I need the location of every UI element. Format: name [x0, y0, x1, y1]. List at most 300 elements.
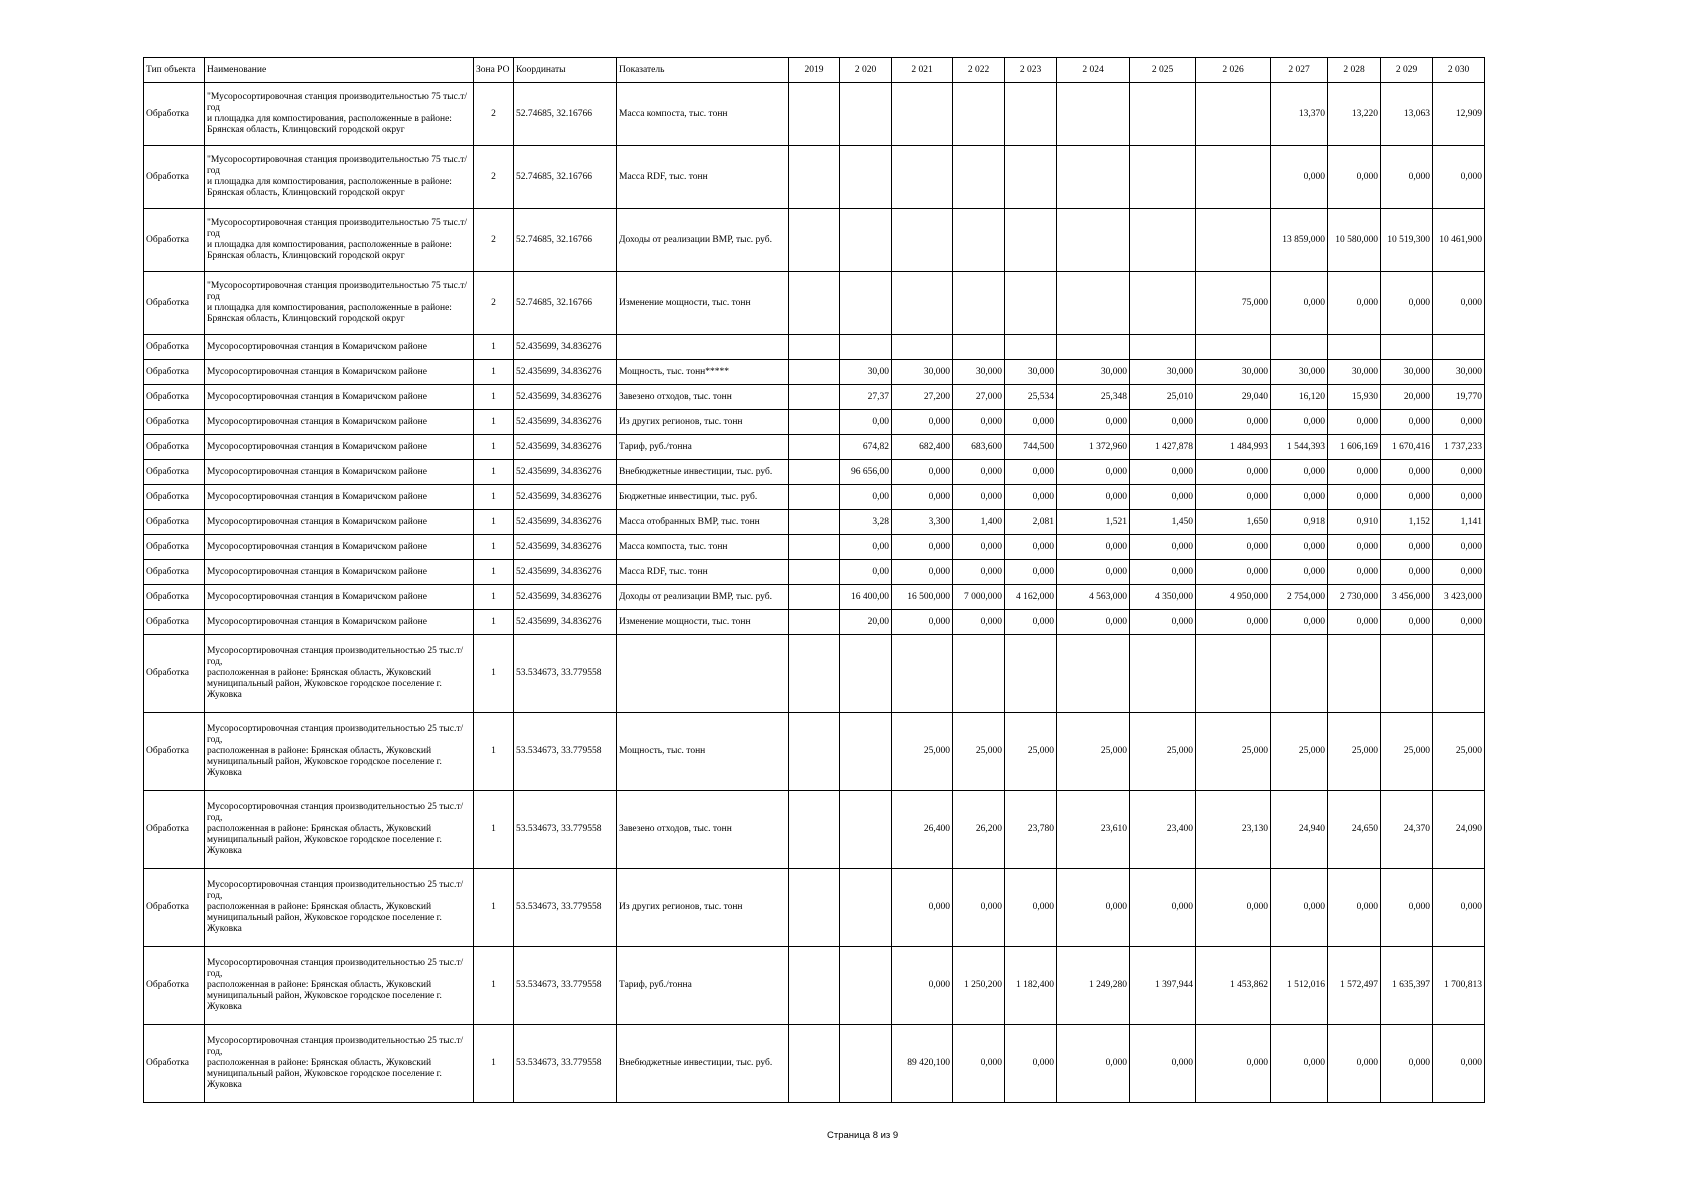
- value-cell: 0,000: [1328, 1025, 1381, 1103]
- value-cell: 1,400: [953, 510, 1005, 535]
- coordinates-cell: 52.435699, 34.836276: [514, 585, 617, 610]
- value-cell: [1271, 335, 1328, 360]
- value-cell: 13 859,000: [1271, 209, 1328, 272]
- value-cell: [789, 947, 840, 1025]
- value-cell: 0,000: [892, 485, 953, 510]
- value-cell: 0,000: [1005, 485, 1057, 510]
- column-header: Наименование: [205, 58, 474, 83]
- value-cell: [789, 610, 840, 635]
- zone-cell: 1: [474, 335, 514, 360]
- value-cell: 0,000: [953, 485, 1005, 510]
- value-cell: 1 249,280: [1057, 947, 1130, 1025]
- object-type-cell: Обработка: [144, 1025, 205, 1103]
- value-cell: 4 162,000: [1005, 585, 1057, 610]
- name-cell: Мусоросортировочная станция в Комаричском районе: [205, 435, 474, 460]
- name-cell: Мусоросортировочная станция в Комаричском районе: [205, 610, 474, 635]
- indicator-cell: Доходы от реализации ВМР, тыс. руб.: [617, 585, 789, 610]
- coordinates-cell: 53.534673, 33.779558: [514, 713, 617, 791]
- value-cell: 0,000: [1005, 410, 1057, 435]
- column-header: 2 020: [840, 58, 892, 83]
- value-cell: 0,00: [840, 560, 892, 585]
- value-cell: 0,000: [892, 947, 953, 1025]
- value-cell: 25,000: [1005, 713, 1057, 791]
- value-cell: 0,000: [1005, 610, 1057, 635]
- object-type-cell: Обработка: [144, 713, 205, 791]
- value-cell: [789, 560, 840, 585]
- value-cell: 674,82: [840, 435, 892, 460]
- value-cell: 0,000: [1130, 869, 1196, 947]
- value-cell: 0,00: [840, 535, 892, 560]
- table-row: [144, 209, 1485, 272]
- name-cell: Мусоросортировочная станция производительностью 25 тыс.т/год, расположенная в районе: Брянская область, Жуковский муниципальный район, Жуковское городское поселение г. Жуковка: [205, 713, 474, 791]
- value-cell: 1,521: [1057, 510, 1130, 535]
- value-cell: 30,00: [840, 360, 892, 385]
- value-cell: [840, 947, 892, 1025]
- coordinates-cell: 52.435699, 34.836276: [514, 335, 617, 360]
- data-table: [143, 57, 1485, 1103]
- value-cell: 0,000: [1328, 410, 1381, 435]
- indicator-cell: Из других регионов, тыс. тонн: [617, 869, 789, 947]
- value-cell: [1130, 146, 1196, 209]
- name-cell: "Мусоросортировочная станция производительностью 75 тыс.т/год и площадка для компостирования, расположенные в районе: Брянская область, Клинцовский городской округ: [205, 83, 474, 146]
- value-cell: 0,000: [892, 410, 953, 435]
- value-cell: [789, 460, 840, 485]
- value-cell: [1196, 146, 1271, 209]
- value-cell: 0,000: [1381, 272, 1433, 335]
- name-cell: Мусоросортировочная станция производительностью 25 тыс.т/год, расположенная в районе: Брянская область, Жуковский муниципальный район, Жуковское городское поселение г. Жуковка: [205, 635, 474, 713]
- indicator-cell: Внебюджетные инвестиции, тыс. руб.: [617, 1025, 789, 1103]
- object-type-cell: Обработка: [144, 585, 205, 610]
- value-cell: 96 656,00: [840, 460, 892, 485]
- name-cell: Мусоросортировочная станция в Комаричском районе: [205, 560, 474, 585]
- indicator-cell: Масса компоста, тыс. тонн: [617, 83, 789, 146]
- value-cell: 0,000: [953, 535, 1005, 560]
- object-type-cell: Обработка: [144, 791, 205, 869]
- value-cell: [1057, 335, 1130, 360]
- value-cell: [892, 209, 953, 272]
- value-cell: 1 737,233: [1433, 435, 1485, 460]
- indicator-cell: Тариф, руб./тонна: [617, 947, 789, 1025]
- value-cell: 24,650: [1328, 791, 1381, 869]
- table-row: [144, 510, 1485, 535]
- value-cell: [789, 209, 840, 272]
- zone-cell: 2: [474, 146, 514, 209]
- value-cell: [1057, 209, 1130, 272]
- value-cell: [789, 272, 840, 335]
- value-cell: [1130, 335, 1196, 360]
- value-cell: 0,000: [1433, 410, 1485, 435]
- value-cell: 1 484,993: [1196, 435, 1271, 460]
- object-type-cell: Обработка: [144, 560, 205, 585]
- zone-cell: 1: [474, 585, 514, 610]
- value-cell: 25,000: [1271, 713, 1328, 791]
- value-cell: 0,000: [1271, 410, 1328, 435]
- value-cell: 0,000: [1381, 146, 1433, 209]
- value-cell: 0,000: [1271, 460, 1328, 485]
- value-cell: 1,141: [1433, 510, 1485, 535]
- table-row: [144, 869, 1485, 947]
- zone-cell: 1: [474, 485, 514, 510]
- indicator-cell: Масса RDF, тыс. тонн: [617, 560, 789, 585]
- value-cell: [1381, 335, 1433, 360]
- object-type-cell: Обработка: [144, 146, 205, 209]
- value-cell: [1130, 209, 1196, 272]
- value-cell: [789, 869, 840, 947]
- value-cell: 0,000: [892, 535, 953, 560]
- value-cell: 0,000: [1381, 535, 1433, 560]
- value-cell: 0,000: [1433, 460, 1485, 485]
- value-cell: 0,000: [1130, 485, 1196, 510]
- name-cell: "Мусоросортировочная станция производительностью 75 тыс.т/год и площадка для компостирования, расположенные в районе: Брянская область, Клинцовский городской округ: [205, 146, 474, 209]
- coordinates-cell: 53.534673, 33.779558: [514, 1025, 617, 1103]
- value-cell: 0,000: [892, 560, 953, 585]
- object-type-cell: Обработка: [144, 272, 205, 335]
- value-cell: [840, 713, 892, 791]
- value-cell: [1433, 635, 1485, 713]
- table-row: [144, 360, 1485, 385]
- value-cell: 27,200: [892, 385, 953, 410]
- object-type-cell: Обработка: [144, 460, 205, 485]
- value-cell: [953, 272, 1005, 335]
- table-row: [144, 585, 1485, 610]
- table-row: [144, 535, 1485, 560]
- value-cell: [953, 335, 1005, 360]
- value-cell: 10 580,000: [1328, 209, 1381, 272]
- value-cell: 0,000: [1005, 535, 1057, 560]
- coordinates-cell: 52.74685, 32.16766: [514, 209, 617, 272]
- value-cell: 75,000: [1196, 272, 1271, 335]
- name-cell: "Мусоросортировочная станция производительностью 75 тыс.т/год и площадка для компостирования, расположенные в районе: Брянская область, Клинцовский городской округ: [205, 209, 474, 272]
- value-cell: 0,000: [1130, 610, 1196, 635]
- name-cell: Мусоросортировочная станция в Комаричском районе: [205, 485, 474, 510]
- value-cell: 0,000: [953, 869, 1005, 947]
- value-cell: 0,000: [1057, 535, 1130, 560]
- value-cell: 0,000: [1381, 1025, 1433, 1103]
- value-cell: [840, 335, 892, 360]
- table-row: [144, 947, 1485, 1025]
- value-cell: 1 453,862: [1196, 947, 1271, 1025]
- zone-cell: 1: [474, 947, 514, 1025]
- indicator-cell: [617, 635, 789, 713]
- value-cell: 683,600: [953, 435, 1005, 460]
- value-cell: [892, 146, 953, 209]
- value-cell: 1 700,813: [1433, 947, 1485, 1025]
- value-cell: [789, 146, 840, 209]
- coordinates-cell: 52.435699, 34.836276: [514, 385, 617, 410]
- value-cell: 0,000: [1196, 410, 1271, 435]
- value-cell: 0,000: [1328, 560, 1381, 585]
- value-cell: [1196, 83, 1271, 146]
- indicator-cell: Изменение мощности, тыс. тонн: [617, 272, 789, 335]
- value-cell: 0,000: [1057, 869, 1130, 947]
- page-footer: Страница 8 из 9: [827, 1130, 899, 1141]
- value-cell: [953, 209, 1005, 272]
- column-header: 2 028: [1328, 58, 1381, 83]
- value-cell: [840, 869, 892, 947]
- value-cell: [953, 146, 1005, 209]
- value-cell: [1005, 209, 1057, 272]
- value-cell: 0,000: [1196, 610, 1271, 635]
- table-row: [144, 272, 1485, 335]
- object-type-cell: Обработка: [144, 610, 205, 635]
- value-cell: 30,000: [1130, 360, 1196, 385]
- name-cell: Мусоросортировочная станция производительностью 25 тыс.т/год, расположенная в районе: Брянская область, Жуковский муниципальный район, Жуковское городское поселение г. Жуковка: [205, 947, 474, 1025]
- value-cell: 30,000: [953, 360, 1005, 385]
- coordinates-cell: 52.435699, 34.836276: [514, 535, 617, 560]
- value-cell: [789, 1025, 840, 1103]
- value-cell: 25,000: [1057, 713, 1130, 791]
- value-cell: 0,000: [1057, 410, 1130, 435]
- value-cell: 0,000: [1328, 610, 1381, 635]
- value-cell: 0,000: [1271, 146, 1328, 209]
- value-cell: 30,000: [1005, 360, 1057, 385]
- table-row: [144, 1025, 1485, 1103]
- value-cell: [1196, 635, 1271, 713]
- coordinates-cell: 53.534673, 33.779558: [514, 947, 617, 1025]
- table-row: [144, 635, 1485, 713]
- value-cell: 1 670,416: [1381, 435, 1433, 460]
- value-cell: 0,000: [1433, 485, 1485, 510]
- name-cell: Мусоросортировочная станция в Комаричском районе: [205, 510, 474, 535]
- value-cell: 682,400: [892, 435, 953, 460]
- column-header: 2 029: [1381, 58, 1433, 83]
- name-cell: Мусоросортировочная станция в Комаричском районе: [205, 335, 474, 360]
- table-row: [144, 713, 1485, 791]
- value-cell: [789, 713, 840, 791]
- value-cell: 0,000: [1271, 535, 1328, 560]
- value-cell: 0,000: [1057, 560, 1130, 585]
- value-cell: [1005, 146, 1057, 209]
- value-cell: 89 420,100: [892, 1025, 953, 1103]
- value-cell: 0,000: [1005, 869, 1057, 947]
- value-cell: 0,000: [1196, 535, 1271, 560]
- value-cell: 1 512,016: [1271, 947, 1328, 1025]
- value-cell: [789, 435, 840, 460]
- coordinates-cell: 52.435699, 34.836276: [514, 435, 617, 460]
- value-cell: 0,000: [1057, 460, 1130, 485]
- value-cell: 25,000: [1328, 713, 1381, 791]
- value-cell: 15,930: [1328, 385, 1381, 410]
- value-cell: 20,000: [1381, 385, 1433, 410]
- coordinates-cell: 52.435699, 34.836276: [514, 560, 617, 585]
- indicator-cell: Доходы от реализации ВМР, тыс. руб.: [617, 209, 789, 272]
- indicator-cell: Завезено отходов, тыс. тонн: [617, 385, 789, 410]
- value-cell: 0,000: [1271, 560, 1328, 585]
- coordinates-cell: 52.435699, 34.836276: [514, 510, 617, 535]
- value-cell: [1196, 335, 1271, 360]
- value-cell: 23,400: [1130, 791, 1196, 869]
- value-cell: 0,918: [1271, 510, 1328, 535]
- value-cell: 23,780: [1005, 791, 1057, 869]
- zone-cell: 1: [474, 713, 514, 791]
- value-cell: 30,000: [892, 360, 953, 385]
- value-cell: 0,000: [1433, 560, 1485, 585]
- value-cell: 0,000: [1328, 272, 1381, 335]
- name-cell: Мусоросортировочная станция в Комаричском районе: [205, 360, 474, 385]
- value-cell: [892, 635, 953, 713]
- value-cell: 0,000: [1196, 460, 1271, 485]
- coordinates-cell: 52.435699, 34.836276: [514, 485, 617, 510]
- zone-cell: 2: [474, 272, 514, 335]
- table-row: [144, 485, 1485, 510]
- value-cell: [1005, 83, 1057, 146]
- value-cell: 0,000: [1328, 485, 1381, 510]
- zone-cell: 1: [474, 460, 514, 485]
- value-cell: [892, 335, 953, 360]
- value-cell: 0,000: [1328, 535, 1381, 560]
- value-cell: 4 350,000: [1130, 585, 1196, 610]
- value-cell: 0,000: [1381, 610, 1433, 635]
- value-cell: [953, 635, 1005, 713]
- value-cell: 19,770: [1433, 385, 1485, 410]
- value-cell: 23,130: [1196, 791, 1271, 869]
- coordinates-cell: 52.435699, 34.836276: [514, 460, 617, 485]
- table-row: [144, 410, 1485, 435]
- value-cell: [789, 585, 840, 610]
- value-cell: 0,000: [1381, 560, 1433, 585]
- column-header: 2 021: [892, 58, 953, 83]
- value-cell: 0,000: [1271, 610, 1328, 635]
- column-header: 2 026: [1196, 58, 1271, 83]
- value-cell: [789, 335, 840, 360]
- object-type-cell: Обработка: [144, 209, 205, 272]
- value-cell: 30,000: [1057, 360, 1130, 385]
- value-cell: 13,370: [1271, 83, 1328, 146]
- zone-cell: 1: [474, 385, 514, 410]
- value-cell: [1005, 335, 1057, 360]
- header-row: [144, 58, 1485, 83]
- value-cell: 0,000: [1381, 410, 1433, 435]
- zone-cell: 1: [474, 360, 514, 385]
- value-cell: 25,000: [1196, 713, 1271, 791]
- object-type-cell: Обработка: [144, 947, 205, 1025]
- coordinates-cell: 52.435699, 34.836276: [514, 410, 617, 435]
- value-cell: 0,000: [1057, 1025, 1130, 1103]
- value-cell: 27,000: [953, 385, 1005, 410]
- value-cell: 1,152: [1381, 510, 1433, 535]
- value-cell: [1271, 635, 1328, 713]
- value-cell: 0,000: [1130, 410, 1196, 435]
- table-row: [144, 610, 1485, 635]
- value-cell: 10 519,300: [1381, 209, 1433, 272]
- value-cell: 0,000: [953, 1025, 1005, 1103]
- object-type-cell: Обработка: [144, 869, 205, 947]
- zone-cell: 1: [474, 435, 514, 460]
- value-cell: 2 754,000: [1271, 585, 1328, 610]
- indicator-cell: Бюджетные инвестиции, тыс. руб.: [617, 485, 789, 510]
- value-cell: [840, 1025, 892, 1103]
- value-cell: 30,000: [1328, 360, 1381, 385]
- value-cell: 0,000: [1196, 560, 1271, 585]
- value-cell: 10 461,900: [1433, 209, 1485, 272]
- value-cell: 1,650: [1196, 510, 1271, 535]
- value-cell: 7 000,000: [953, 585, 1005, 610]
- value-cell: 0,000: [1433, 1025, 1485, 1103]
- column-header: 2019: [789, 58, 840, 83]
- value-cell: 1 572,497: [1328, 947, 1381, 1025]
- value-cell: [789, 635, 840, 713]
- object-type-cell: Обработка: [144, 535, 205, 560]
- column-header: 2 027: [1271, 58, 1328, 83]
- value-cell: 0,000: [1196, 869, 1271, 947]
- value-cell: 2,081: [1005, 510, 1057, 535]
- value-cell: [1005, 635, 1057, 713]
- value-cell: 25,348: [1057, 385, 1130, 410]
- value-cell: 0,000: [1005, 1025, 1057, 1103]
- value-cell: [892, 272, 953, 335]
- table-row: [144, 385, 1485, 410]
- value-cell: 30,000: [1196, 360, 1271, 385]
- table-row: [144, 335, 1485, 360]
- object-type-cell: Обработка: [144, 385, 205, 410]
- value-cell: 12,909: [1433, 83, 1485, 146]
- value-cell: 26,200: [953, 791, 1005, 869]
- column-header: Зона РО: [474, 58, 514, 83]
- value-cell: 0,000: [1057, 485, 1130, 510]
- value-cell: [1328, 635, 1381, 713]
- value-cell: [789, 83, 840, 146]
- name-cell: Мусоросортировочная станция в Комаричском районе: [205, 460, 474, 485]
- value-cell: [789, 535, 840, 560]
- table-row: [144, 560, 1485, 585]
- value-cell: 0,000: [953, 560, 1005, 585]
- table-row: [144, 146, 1485, 209]
- value-cell: 29,040: [1196, 385, 1271, 410]
- zone-cell: 2: [474, 209, 514, 272]
- value-cell: 0,000: [1271, 485, 1328, 510]
- value-cell: 0,000: [1196, 1025, 1271, 1103]
- value-cell: 13,063: [1381, 83, 1433, 146]
- value-cell: [840, 635, 892, 713]
- value-cell: 0,000: [1328, 869, 1381, 947]
- value-cell: [1196, 209, 1271, 272]
- value-cell: [1130, 272, 1196, 335]
- value-cell: 0,000: [1433, 610, 1485, 635]
- value-cell: [789, 385, 840, 410]
- object-type-cell: Обработка: [144, 360, 205, 385]
- value-cell: 0,000: [1381, 485, 1433, 510]
- value-cell: 1 397,944: [1130, 947, 1196, 1025]
- object-type-cell: Обработка: [144, 335, 205, 360]
- coordinates-cell: 52.435699, 34.836276: [514, 610, 617, 635]
- indicator-cell: Мощность, тыс. тонн: [617, 713, 789, 791]
- name-cell: Мусоросортировочная станция в Комаричском районе: [205, 410, 474, 435]
- value-cell: 1 544,393: [1271, 435, 1328, 460]
- value-cell: 24,940: [1271, 791, 1328, 869]
- value-cell: 0,000: [1005, 460, 1057, 485]
- value-cell: 26,400: [892, 791, 953, 869]
- value-cell: 0,000: [1005, 560, 1057, 585]
- value-cell: 1 427,878: [1130, 435, 1196, 460]
- column-header: 2 022: [953, 58, 1005, 83]
- value-cell: 0,000: [1433, 535, 1485, 560]
- value-cell: [1057, 635, 1130, 713]
- table-row: [144, 791, 1485, 869]
- object-type-cell: Обработка: [144, 410, 205, 435]
- table-row: [144, 460, 1485, 485]
- value-cell: [789, 485, 840, 510]
- zone-cell: 1: [474, 560, 514, 585]
- name-cell: Мусоросортировочная станция в Комаричском районе: [205, 535, 474, 560]
- value-cell: [789, 410, 840, 435]
- value-cell: 25,000: [953, 713, 1005, 791]
- indicator-cell: Тариф, руб./тонна: [617, 435, 789, 460]
- indicator-cell: Масса компоста, тыс. тонн: [617, 535, 789, 560]
- column-header: 2 024: [1057, 58, 1130, 83]
- value-cell: 0,000: [1271, 1025, 1328, 1103]
- zone-cell: 1: [474, 535, 514, 560]
- value-cell: 0,000: [1381, 869, 1433, 947]
